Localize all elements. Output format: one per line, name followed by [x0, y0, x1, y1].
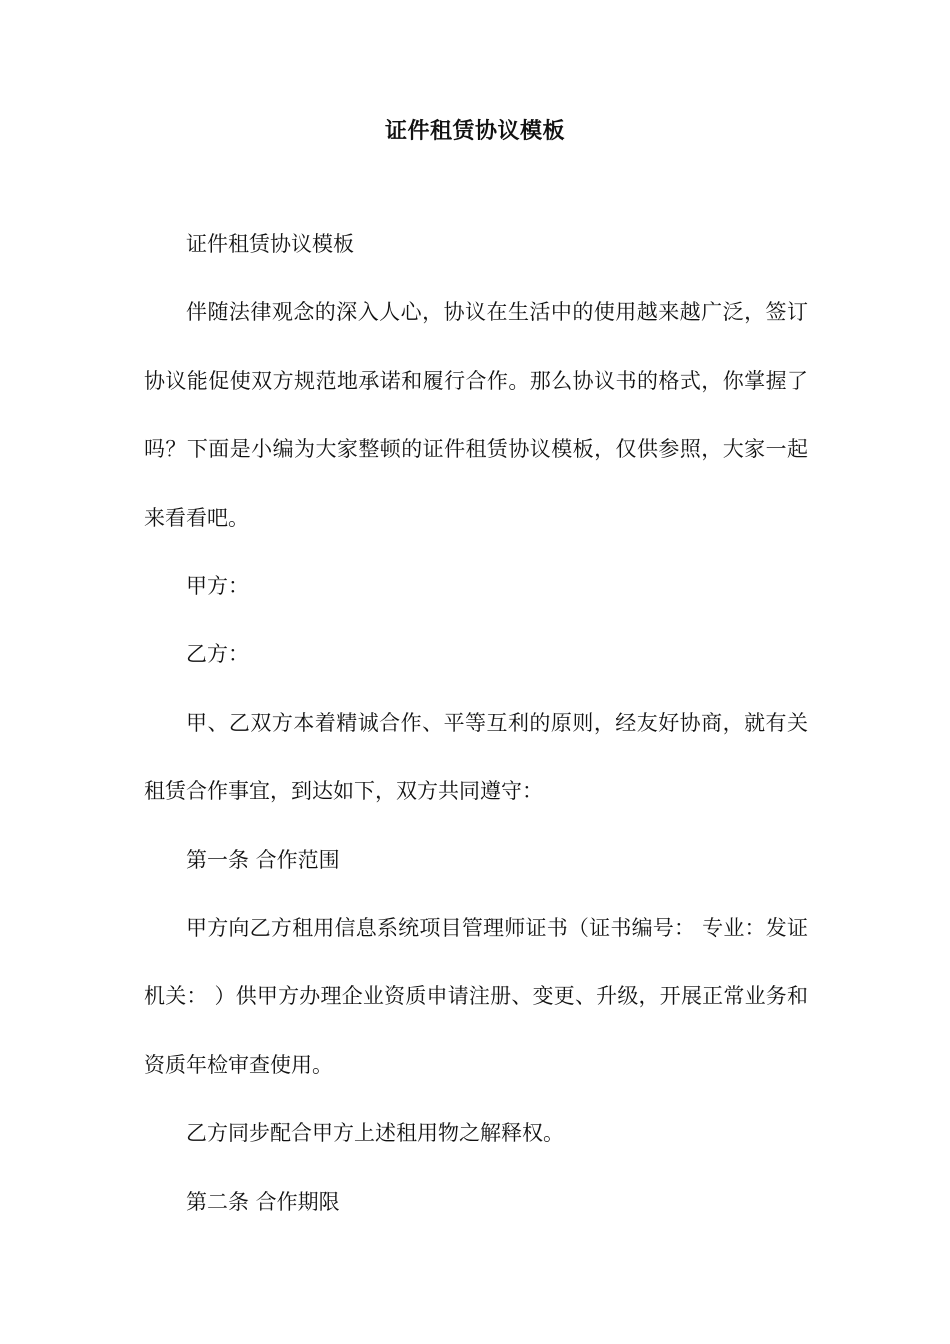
paragraph-intro: 伴随法律观念的深入人心，协议在生活中的使用越来越广泛，签订协议能促使双方规范地承诺和履行合作。那么协议书的格式，你掌握了吗？下面是小编为大家整顿的证件租赁协议模板，仅供参照，大家一起来看看吧。	[144, 300, 808, 530]
document-title: 证件租赁协议模板	[384, 119, 565, 144]
paragraph-article-1-note: 乙方同步配合甲方上述租用物之解释权。	[186, 1121, 564, 1146]
document-body	[144, 210, 808, 1236]
paragraph-article-1-scope: 甲方向乙方租用信息系统项目管理师证书（证书编号： 专业：发证机关： ）供甲方办理企业资质申请注册、变更、升级，开展正常业务和资质年检审查使用。	[144, 916, 808, 1077]
paragraph-subtitle: 证件租赁协议模板	[186, 232, 354, 256]
paragraph-party-b: 乙方：	[186, 642, 249, 667]
heading-article-1: 第一条 合作范围	[186, 847, 340, 872]
heading-article-2: 第二条 合作期限	[186, 1189, 340, 1214]
paragraph-agreement-basis: 甲、乙双方本着精诚合作、平等互利的原则，经友好协商，就有关租赁合作事宜，到达如下，双方共同遵守：	[144, 710, 808, 804]
paragraph-party-a: 甲方：	[186, 574, 249, 599]
